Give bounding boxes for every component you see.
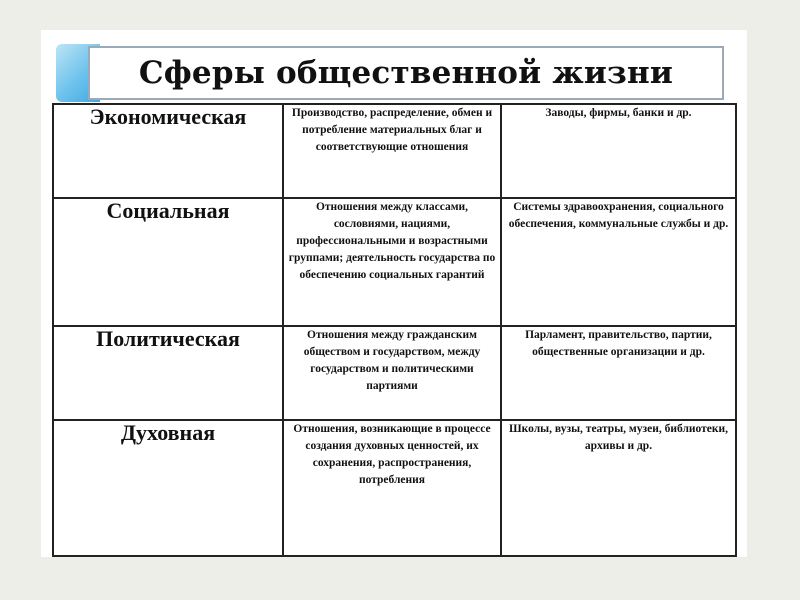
sphere-name-cell: Экономическая — [53, 104, 283, 198]
sphere-description-cell: Производство, распределение, обмен и потребление материальных благ и соответствующие отношения — [283, 104, 501, 198]
spheres-table — [52, 103, 737, 557]
sphere-description-cell: Отношения, возникающие в процессе создания духовных ценностей, их сохранения, распространения, потребления — [283, 420, 501, 556]
page-title: Сферы общественной жизни — [138, 55, 674, 91]
sphere-description-cell: Отношения между гражданским обществом и государством, между государством и политическими партиями — [283, 326, 501, 420]
table-row — [53, 326, 736, 420]
sphere-name-cell: Политическая — [53, 326, 283, 420]
sphere-institutions-cell: Системы здравоохранения, социального обеспечения, коммунальные службы и др. — [501, 198, 736, 326]
sphere-name-cell: Социальная — [53, 198, 283, 326]
table-row — [53, 198, 736, 326]
sphere-institutions-cell: Парламент, правительство, партии, общественные организации и др. — [501, 326, 736, 420]
sphere-name-cell: Духовная — [53, 420, 283, 556]
table-row — [53, 104, 736, 198]
sphere-description-cell: Отношения между классами, сословиями, нациями, профессиональными и возрастными группами; деятельность государства по обеспечению социальных гарантий — [283, 198, 501, 326]
title-banner — [88, 46, 724, 100]
sphere-institutions-cell: Школы, вузы, театры, музеи, библиотеки, архивы и др. — [501, 420, 736, 556]
sphere-institutions-cell: Заводы, фирмы, банки и др. — [501, 104, 736, 198]
table-row — [53, 420, 736, 556]
